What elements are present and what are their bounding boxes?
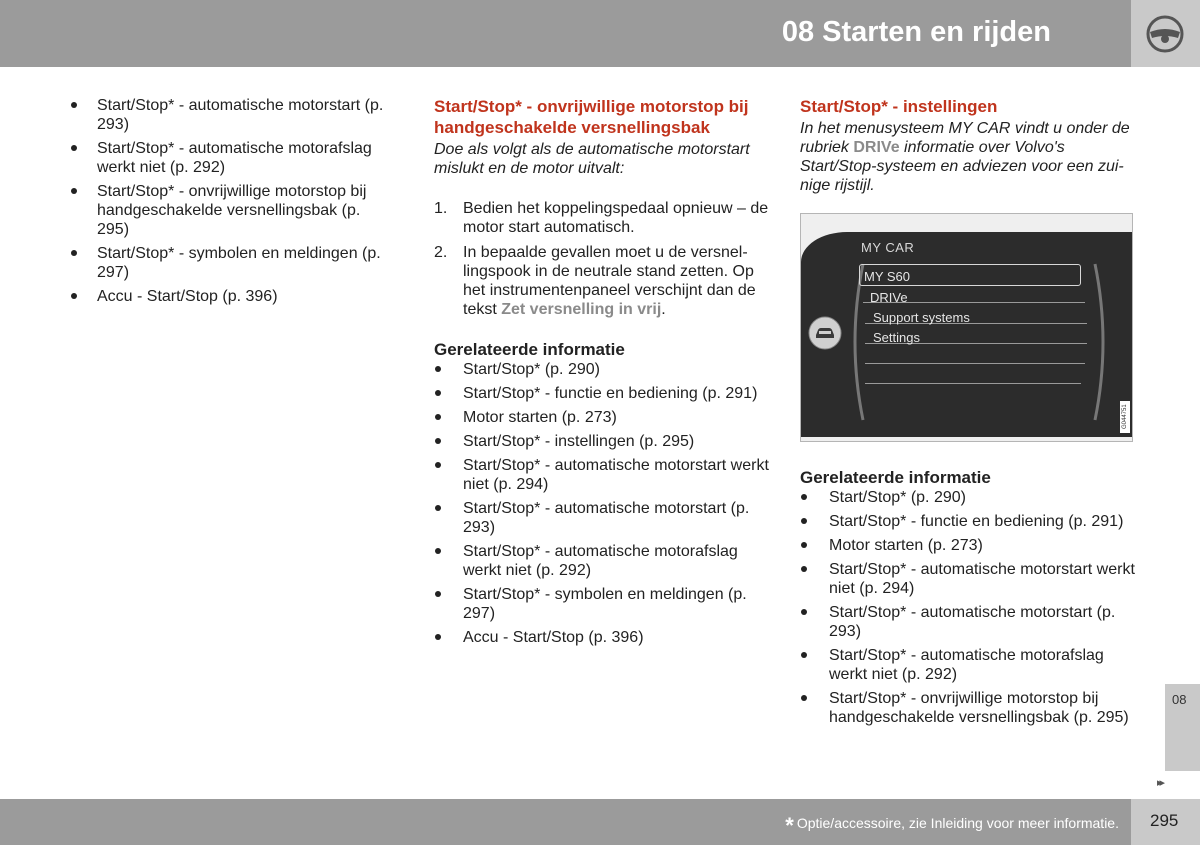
chapter-tab-label: 08 [1172,692,1187,707]
section-intro: Doe als volgt als de automatische motorstart mislukt en de motor uitvalt: [434,141,750,177]
car-icon [807,315,843,351]
chapter-icon-box [1131,0,1200,67]
page-number: 295 [1150,811,1179,830]
step-item [434,199,769,237]
list-item: Start/Stop* - automatische motorstart (p. 293) [434,499,769,537]
list-item: Start/Stop* - automatische motorafslag werkt niet (p. 292) [800,646,1136,684]
section-heading: Start/Stop* - onvrijwillige motorstop bij handgeschakelde versnellingsbak [434,97,749,137]
section-heading: Start/Stop* - instellingen [800,97,998,116]
list-item: Motor starten (p. 273) [434,408,769,427]
step-text: Bedien het koppelingspedaal opnieuw – de motor start automatisch. [463,200,769,236]
footnote [785,813,1119,839]
display-panel [801,232,1132,437]
page-number-box [1131,799,1200,845]
list-item: Start/Stop* - symbolen en meldingen (p. 297) [434,585,769,623]
step-number: 1. [434,200,448,217]
step-number: 2. [434,244,448,261]
footnote-star: * [785,813,794,838]
list-item: Start/Stop* - functie en bediening (p. 291) [434,384,769,403]
screen-title: MY CAR [861,240,915,255]
column-1 [70,96,390,311]
list-item: Start/Stop* - automatische motorstart werkt niet (p. 294) [434,456,769,494]
image-code: G044751 [1120,401,1130,433]
list-item: Start/Stop* - symbolen en meldingen (p. 297) [70,244,390,282]
menu-item: DRIVe [870,290,908,305]
intro-text: In het menusysteem MY CAR vindt u onder de rubriek [800,120,1130,156]
list-item: Start/Stop* - automatische motorstart (p. 293) [70,96,390,134]
menu-item: MY S60 [864,269,911,284]
list-item: Start/Stop* - instellingen (p. 295) [434,432,769,451]
page-footer [0,799,1131,845]
related-list [434,360,769,647]
step-text-end: . [661,301,666,318]
menu-name: DRIVe [853,139,900,156]
section-intro [800,119,1136,195]
steering-wheel-icon [1145,14,1185,54]
continue-arrows-icon: ▸▸ [1157,777,1163,789]
list-item: Start/Stop* - automatische motorstart (p. 293) [800,603,1136,641]
menu-item: Support systems [873,310,970,325]
menu-item: Settings [873,330,920,345]
chapter-title: 08 Starten en rijden [781,16,1051,48]
screen-arc [845,262,865,422]
step-item [434,243,769,319]
list-item: Start/Stop* - onvrijwillige motorstop bij handgeschakelde versnellingsbak (p. 295) [70,182,390,239]
list-item: Accu - Start/Stop (p. 396) [434,628,769,647]
list-item: Start/Stop* (p. 290) [800,488,1136,507]
list-item: Start/Stop* - automatische motorafslag werkt niet (p. 292) [434,542,769,580]
menu-divider [865,383,1081,384]
related-heading: Gerelateerde informatie [434,340,625,359]
screen-arc-right [1093,262,1113,422]
menu-divider [865,363,1085,364]
page-header [0,0,1131,67]
list-item: Accu - Start/Stop (p. 396) [70,287,390,306]
display-message: Zet versnelling in vrij [501,301,662,318]
display-screenshot [800,213,1133,442]
list-item: Start/Stop* - automatische motorafslag werkt niet (p. 292) [70,139,390,177]
list-item: Motor starten (p. 273) [800,536,1136,555]
steps-list [434,199,769,319]
list-item: Start/Stop* (p. 290) [434,360,769,379]
chapter-tab[interactable] [1165,684,1200,771]
intro-text-end: informatie over Volvo's Start/Stop-systeem en adviezen voor een zuinige rijstijl. [800,139,1124,194]
column-2 [434,96,769,652]
list-item: Start/Stop* - onvrijwillige motorstop bij handgeschakelde versnellingsbak (p. 295) [800,689,1136,727]
related-list-continued [70,96,390,306]
list-item: Start/Stop* - automatische motorstart werkt niet (p. 294) [800,560,1136,598]
footnote-text: Optie/accessoire, zie Inleiding voor meer informatie. [796,815,1119,831]
step-text: In bepaalde gevallen moet u de versnellingspook in de neutrale stand zetten. Op het instrumentenpaneel verschijnt dan de tekst [463,244,756,318]
related-list [800,488,1136,727]
related-heading: Gerelateerde informatie [800,468,991,487]
column-3 [800,96,1136,732]
list-item: Start/Stop* - functie en bediening (p. 291) [800,512,1136,531]
